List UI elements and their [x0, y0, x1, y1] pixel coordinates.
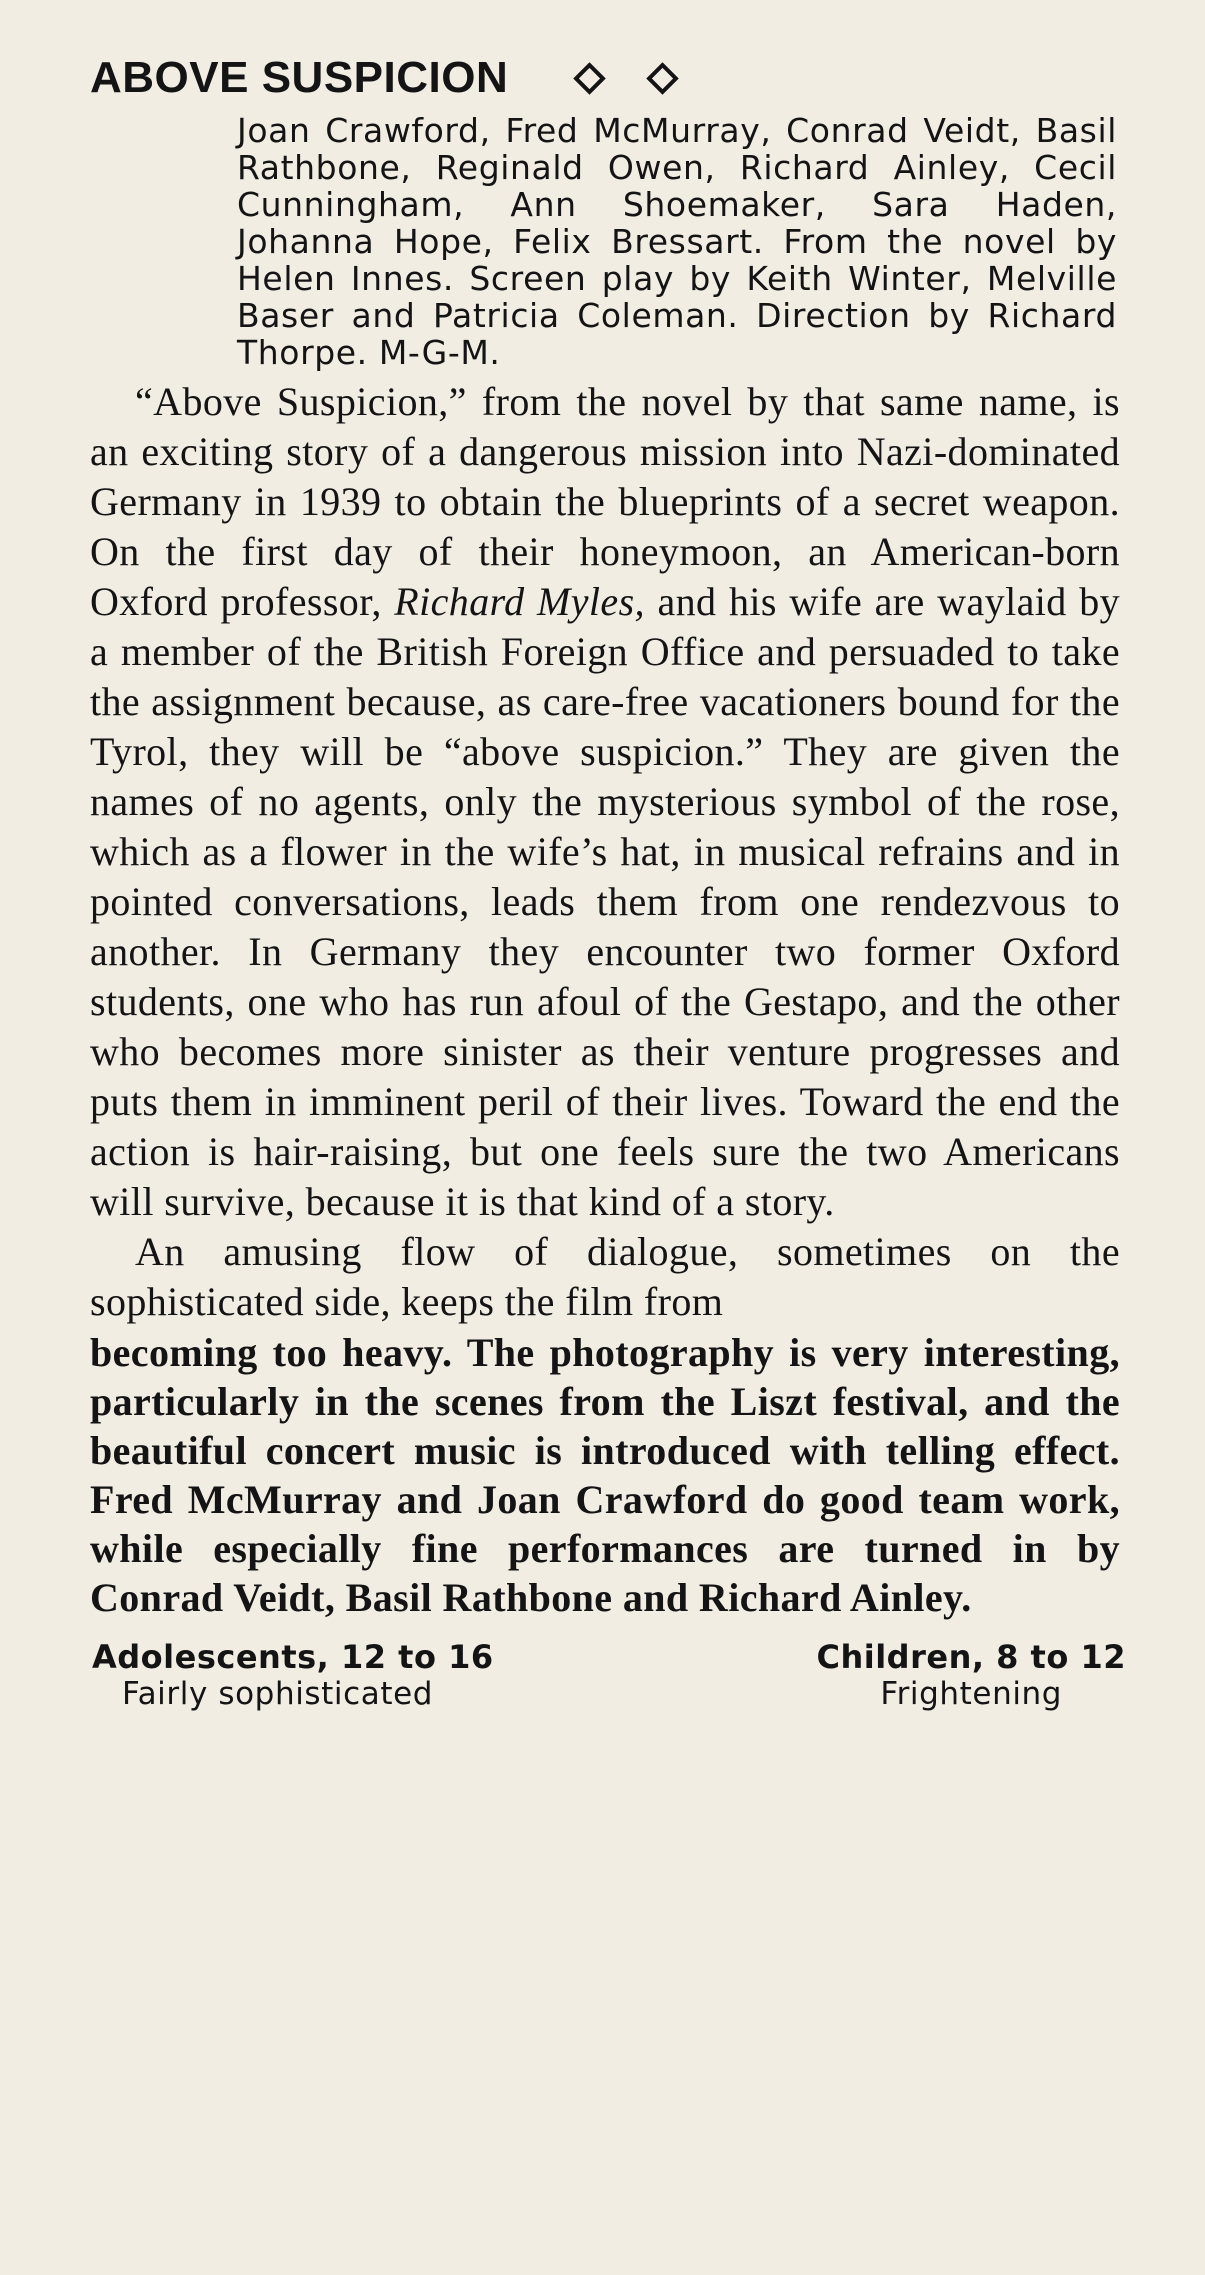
review-column	[90, 48, 1126, 1712]
review-paragraph-2-continued: becoming too heavy. The photography is very interesting, particularly in the scenes from the Liszt festival, and the beautiful concert music is introduced with telling effect. Fred McMurray and Joan Crawford do good team work, while especially fine performances are turned in by Conrad Veidt, Basil Rathbone and Richard Ainley.	[90, 1330, 1120, 1620]
title-row	[90, 48, 1120, 108]
credits: Joan Crawford, Fred McMurray, Conrad Veidt, Basil Rathbone, Reginald Owen, Richard Ainley, Cecil Cunningham, Ann Shoemaker, Sara Haden, Johanna Hope, Felix Bressart. From the novel by Helen Innes. Screen play by Keith Winter, Melville Baser and Patricia Coleman. Direction by Richard Thorpe. M-G-M.	[237, 111, 1117, 372]
review-text: and his wife are waylaid by a member of the British Foreign Office and persuaded to take the assignment because, as care-free vacationers bound for the Tyrol, they will be “above suspicion.” They are given the names of no agents, only the mysterious symbol of the rose, which as a flower in the wife’s hat, in musical refrains and in pointed conversations, leads them from one rendezvous to another. In Germany they encounter two former Oxford students, one who has run afoul of the Gestapo, and the other who becomes more sinister as their venture progresses and puts them in imminent peril of their lives. Toward the end the action is hair-raising, but one feels sure the two Americans will survive, because it is that kind of a story.	[90, 579, 1121, 1224]
review-text: “Above Suspicion,” from the novel by that same name, is an exciting story of a dangerous mission into Nazi-dominated Germany in 1939 to obtain the blueprints of a secret weapon. On the first day of their honeymoon, an American-born Oxford professor,	[90, 379, 1120, 624]
review-paragraph-2: An amusing flow of dialogue, sometimes on the sophisticated side, keeps the film from	[90, 1229, 1120, 1324]
rating-children	[816, 1638, 1126, 1712]
rating-verdict: Fairly sophisticated	[122, 1676, 434, 1712]
character-name: Richard Myles,	[394, 579, 645, 624]
rating-age-label: Adolescents, 12 to 16	[92, 1638, 494, 1676]
review-paragraph-1	[90, 377, 1120, 1227]
film-title: ABOVE SUSPICION	[90, 53, 509, 102]
diamond-icon	[573, 62, 606, 95]
audience-ratings	[90, 1638, 1126, 1712]
rating-verdict: Frightening	[880, 1676, 1063, 1712]
rating-adolescents	[92, 1638, 494, 1712]
diamond-icon	[646, 62, 679, 95]
rating-age-label: Children, 8 to 12	[816, 1638, 1126, 1676]
